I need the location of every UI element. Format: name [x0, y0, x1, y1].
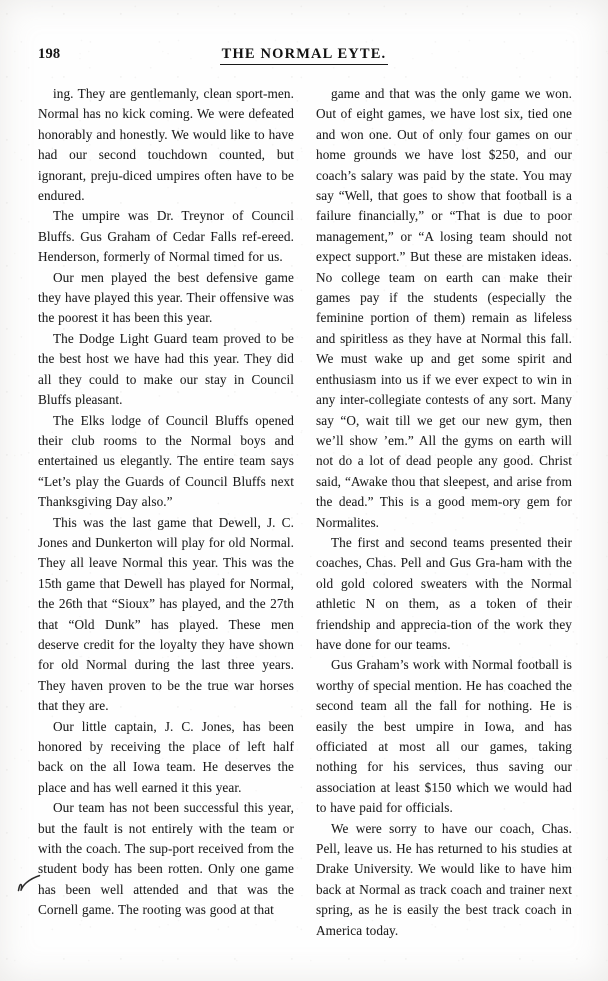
running-head — [0, 46, 608, 70]
paragraph: The umpire was Dr. Treynor of Council Bluffs. Gus Graham of Cedar Falls ref-ereed. Henderson, formerly of Normal timed for us. — [38, 208, 294, 265]
column-left — [38, 84, 294, 921]
publication-title — [0, 46, 608, 63]
paragraph: Our little captain, J. C. Jones, has been honored by receiving the place of left half back on the all Iowa team. He deserves the place and has well earned it this year. — [38, 718, 294, 795]
paragraph: Gus Graham’s work with Normal football is worthy of special mention. He has coached the second team all the fall for nothing. He is easily the best umpire in Iowa, and has officiated at most all our games, taking nothing for his services, thus saving our association at least $150 which we would had to have paid for officials. — [316, 657, 572, 816]
body-columns — [38, 84, 572, 941]
paragraph: Our team has not been successful this year, but the fault is not entirely with the team or with the coach. The sup-port received from the student body has been rotten. Only one game has been well attended and that was the Cornell game. The rooting was good at that — [38, 800, 294, 918]
paragraph: ing. They are gentlemanly, clean sport-men. Normal has no kick coming. We were defeated honorably and honestly. We would like to have had our second touchdown counted, but ignorant, preju-diced umpires often have to be endured. — [38, 86, 294, 204]
page-number: 198 — [38, 46, 61, 62]
column-right — [316, 84, 572, 941]
publication-title-text: THE NORMAL EYTE. — [220, 46, 389, 65]
paragraph: game and that was the only game we won. Out of eight games, we have lost six, tied one and won one. Out of only four games on our home grounds we have lost $250, and our coach’s salary was paid by the state. You may say “Well, that goes to show that football is a failure financially,” or “That is due to poor management,” or “A losing team should not expect support.” But these are mistaken ideas. No college team on earth can make their games pay if the students (especially the feminine portion of them) remain as lifeless and spiritless as they have at Normal this fall. We must wake up and get some spirit and enthusiasm into us if we ever expect to win in any inter-collegiate contests of any sort. Many say “O, wait till we get our new gym, then we’ll show ’em.” All the gyms on earth will not do a lot of dead people any good. Christ said, “Awake thou that sleepest, and arise from the dead.” This is a good mem-ory gem for Normalites. — [316, 86, 572, 530]
paragraph: We were sorry to have our coach, Chas. Pell, leave us. He has returned to his studies at Drake University. We would like to have him back at Normal as track coach and trainer next spring, as he is easily the best track coach in America today. — [316, 820, 572, 938]
paragraph: The first and second teams presented their coaches, Chas. Pell and Gus Gra-ham with the old gold colored sweaters with the Normal athletic N on them, as a token of their friendship and apprecia-tion of the work they have done for our teams. — [316, 534, 572, 652]
paragraph: The Dodge Light Guard team proved to be the best host we have had this year. They did all they could to make our stay in Council Bluffs pleasant. — [38, 330, 294, 408]
paragraph: Our men played the best defensive game they have played this year. Their offensive was the poorest it has been this year. — [38, 269, 294, 326]
paragraph: The Elks lodge of Council Bluffs opened their club rooms to the Normal boys and entertained us elegantly. The entire team says “Let’s play the Guards of Council Bluffs next Thanksgiving Day also.” — [38, 412, 294, 510]
paragraph: This was the last game that Dewell, J. C. Jones and Dunkerton will play for old Normal. They all leave Normal this year. This was the 15th game that Dewell has played for Normal, the 26th that “Sioux” has played, and the 27th that “Old Dunk” has played. These men deserve credit for the loyalty they have shown for old Normal during the last three years. They haven proven to be the true war horses that they are. — [38, 514, 294, 714]
